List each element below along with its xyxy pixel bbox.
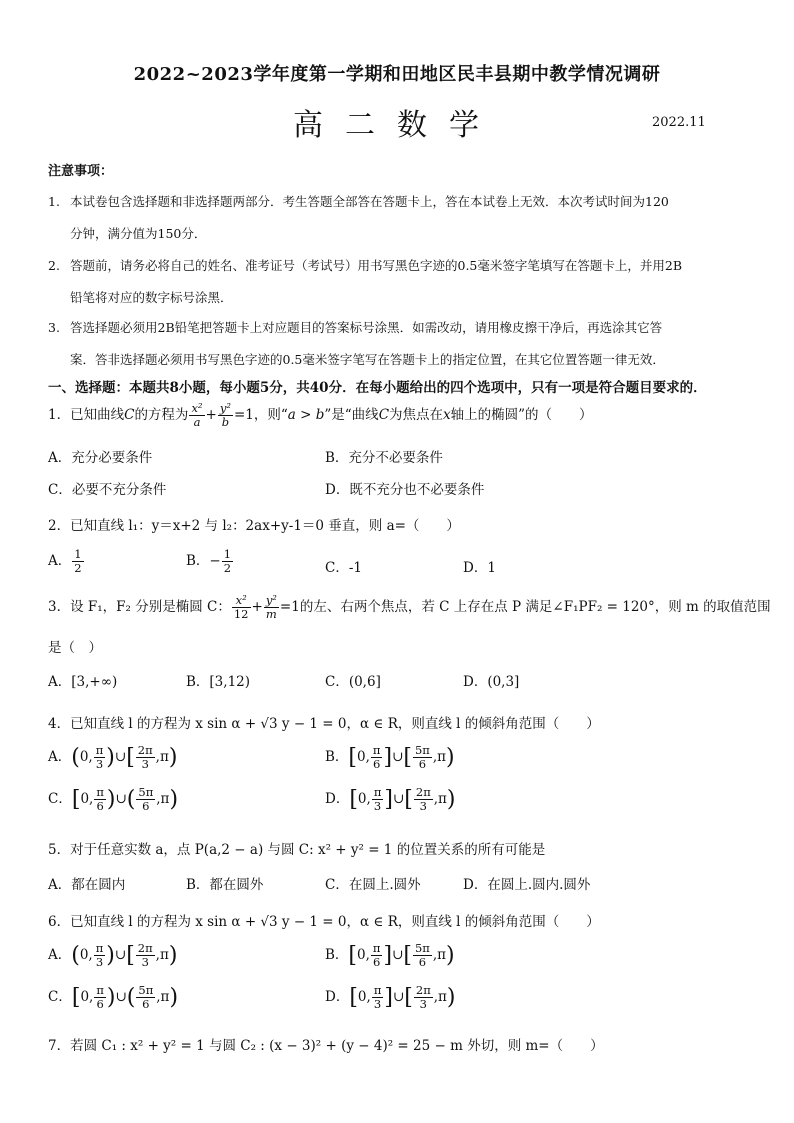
option-label: B． [325,749,349,765]
numerator: x² [191,401,203,415]
q4-option-a[interactable]: A．(0, $\frac{\pi}{3}$ )∪[ $\frac{2\pi}{3}$ ,π) [48,743,178,771]
section-heading: 一、选择题：本题共8小题，每小题5分，共40分．在每小题给出的四个选项中，只有一项是符合题目要求的． [48,380,707,396]
note-text-cont: 案．答非选择题必须用书写黑色字迹的0.5毫米签字笔写在答题卡上的指定位置，在其它位置答题一律无效． [70,352,665,367]
fraction [136,744,155,771]
plus-sign: + [205,407,217,423]
q1-text: 为焦点在 [389,407,444,423]
denominator: 3 [141,757,149,771]
q5-option-b[interactable]: B．都在圆外 [186,877,264,893]
fraction [264,594,279,621]
denominator: 3 [373,799,382,813]
denominator: 2 [74,561,82,575]
option-label: A． [48,553,72,569]
numerator: 1 [223,547,232,561]
fraction [136,942,155,969]
denominator: 6 [418,757,427,771]
q1-option-c[interactable]: C．必要不充分条件 [48,482,167,498]
q6-option-a[interactable]: A．(0, $\frac{\pi}{3}$ )∪[ $\frac{2\pi}{3}$ ,π) [48,941,178,969]
denominator: 6 [96,799,104,813]
denominator: 6 [373,757,381,771]
note-text: 本试卷包含选择题和非选择题两部分．考生答题全部答在答题卡上，答在本试卷上无效．本次考试时间为120 [70,194,669,209]
q3-option-c[interactable]: C．(0,6] [325,674,381,690]
q1-text: 轴上的椭圆”的（ ） [450,407,593,423]
q6-option-c[interactable]: C．[0, $\frac{\pi}{6}$ )∪( $\frac{5\pi}{6}$ ,π) [48,983,179,1011]
denominator: 3 [95,955,104,969]
option-label: B． [325,947,349,963]
option-label: D． [325,989,350,1005]
fraction [414,786,433,813]
q2-option-b[interactable] [186,548,234,575]
numerator: π [373,785,382,799]
q4-option-c[interactable]: C．[0, $\frac{\pi}{6}$ )∪( $\frac{5\pi}{6}$ ,π) [48,785,179,813]
fraction [94,942,106,969]
fraction [232,594,251,621]
q2-option-a[interactable] [48,548,85,575]
option-label: A． [48,947,72,963]
numerator: π [96,785,104,799]
note-text: 答题前，请务必将自己的姓名、准考证号（考试号）用书写黑色字迹的0.5毫米签字笔填写在答题卡上，并用2B [70,258,683,273]
fraction [414,984,433,1011]
question-6-stem: 6．已知直线 l 的方程为 x sin α + √3 y − 1 = 0，α ∈ R，则直线 l 的倾斜角范围（ ） [48,914,600,930]
note-item-1 [48,186,748,250]
q2-option-c[interactable]: C．-1 [325,560,362,576]
fraction [413,942,432,969]
denominator: 6 [142,997,150,1011]
numerator: x² [232,594,251,608]
fraction [371,942,383,969]
denominator: 6 [96,997,104,1011]
question-4-stem: 4．已知直线 l 的方程为 x sin α + √3 y − 1 = 0，α ∈ R，则直线 l 的倾斜角范围（ ） [48,716,600,732]
note-item-2 [48,250,748,314]
note-number: 1. [48,194,60,209]
option-label: D． [325,791,350,807]
denominator: 12 [233,607,249,621]
q1-var: C [124,407,135,423]
fraction [222,548,233,575]
numerator: π [95,743,104,757]
numerator: y² [265,593,277,607]
fraction [371,744,383,771]
numerator: π [95,941,104,955]
denominator: 2 [223,561,232,575]
numerator: 2π [415,983,431,997]
q4-option-d[interactable]: D．[0, $\frac{\pi}{3}$ ]∪[ $\frac{2\pi}{3}$ ,π) [325,785,456,813]
fraction [372,984,384,1011]
option-label: A． [48,749,72,765]
q6-option-b[interactable]: B．[0, $\frac{\pi}{6}$ ]∪[ $\frac{5\pi}{6}$ ,π) [325,941,455,969]
q6-option-d[interactable]: D．[0, $\frac{\pi}{3}$ ]∪[ $\frac{2\pi}{3}$ ,π) [325,983,456,1011]
q3-text: =1的左、右两个焦点，若 C 上存在点 P 满足∠F₁PF₂ = 120°，则 m 的取值范围 [279,599,771,615]
denominator: 6 [142,799,150,813]
q1-condition: a > b [287,407,325,423]
question-3-stem-cont: 是（ ） [48,640,102,656]
q5-option-c[interactable]: C．在圆上.圆外 [325,877,421,893]
plus-sign: + [251,599,263,615]
fraction [136,984,155,1011]
q4-option-b[interactable]: B．[0, $\frac{\pi}{6}$ ]∪[ $\frac{5\pi}{6}$ ,π) [325,743,455,771]
numerator: 5π [414,743,430,757]
question-2-stem: 2．已知直线 l₁：y＝x+2 与 l₂：2ax+y-1＝0 垂直，则 a=（ ） [48,518,460,534]
denominator: 3 [373,997,382,1011]
numerator: 2π [137,743,153,757]
numerator: 1 [74,547,82,561]
question-3-stem [48,594,771,621]
q1-var: x [443,407,451,423]
q1-option-d[interactable]: D．既不充分也不必要条件 [325,482,485,498]
interval-bracket: ( [71,745,80,770]
fraction [136,786,155,813]
question-1-stem [48,402,593,429]
q1-var: C [378,407,390,423]
numerator: 5π [414,941,430,955]
exam-title: 2022~2023学年度第一学期和田地区民丰县期中教学情况调研 [133,64,661,85]
option-label: B．− [186,553,221,569]
subject-title: 高二数学 [293,108,501,143]
numerator: y² [219,401,231,415]
denominator: 3 [419,799,427,813]
note-text: 答选择题必须用2B铅笔把答题卡上对应题目的答案标号涂黑．如需改动，请用橡皮擦干净后，再选涂其它答 [70,320,663,335]
denominator: 3 [95,757,104,771]
notes-heading: 注意事项： [48,164,114,179]
numerator: π [372,743,381,757]
question-5-stem: 5．对于任意实数 a，点 P(a,2 − a) 与圆 C: x² + y² = 1 的位置关系的所有可能是 [48,842,546,858]
q1-text: 的方程为 [134,407,189,423]
denominator: m [265,607,277,621]
q3-option-a[interactable]: A．[3,+∞) [48,674,118,690]
fraction [94,744,106,771]
numerator: 2π [415,785,431,799]
numerator: π [96,983,104,997]
q5-option-a[interactable]: A．都在圆内 [48,877,126,893]
note-number: 3. [48,320,60,335]
numerator: 2π [137,941,153,955]
fraction [94,786,106,813]
note-text-cont: 铅笔将对应的数字标号涂黑． [70,290,233,305]
fraction [189,402,204,429]
denominator: 6 [373,955,381,969]
denominator: a [193,415,201,429]
exam-date: 2022.11 [652,115,706,130]
note-text-cont: 分钟，满分值为150分． [70,226,207,241]
denominator: b [221,415,230,429]
option-label: C． [48,791,72,807]
note-item-3 [48,312,748,376]
fraction [218,402,233,429]
fraction [413,744,432,771]
q3-text: 3．设 F₁，F₂ 分别是椭圆 C： [48,599,231,615]
q3-option-d[interactable]: D．(0,3] [463,674,520,690]
numerator: π [373,983,382,997]
q2-option-d[interactable]: D．1 [463,560,496,576]
numerator: π [372,941,381,955]
denominator: 6 [418,955,427,969]
option-label: C． [48,989,72,1005]
denominator: 3 [141,955,149,969]
note-number: 2. [48,258,60,273]
denominator: 3 [419,997,427,1011]
q1-text: ”是“曲线 [324,407,379,423]
fraction [372,786,384,813]
numerator: 5π [138,785,154,799]
q3-option-b[interactable]: B．[3,12) [186,674,251,690]
q1-text: =1，则“ [233,407,288,423]
q5-option-d[interactable]: D．在圆上.圆内.圆外 [463,877,591,893]
q1-text: 1．已知曲线 [48,407,125,423]
numerator: 5π [138,983,154,997]
fraction [94,984,106,1011]
question-7-stem: 7．若圆 C₁ : x² + y² = 1 与圆 C₂ : (x − 3)² + (y − 4)² = 25 − m 外切，则 m=（ ） [48,1038,604,1054]
q1-option-b[interactable]: B．充分不必要条件 [325,450,443,466]
q1-option-a[interactable]: A．充分必要条件 [48,450,153,466]
fraction [72,548,83,575]
